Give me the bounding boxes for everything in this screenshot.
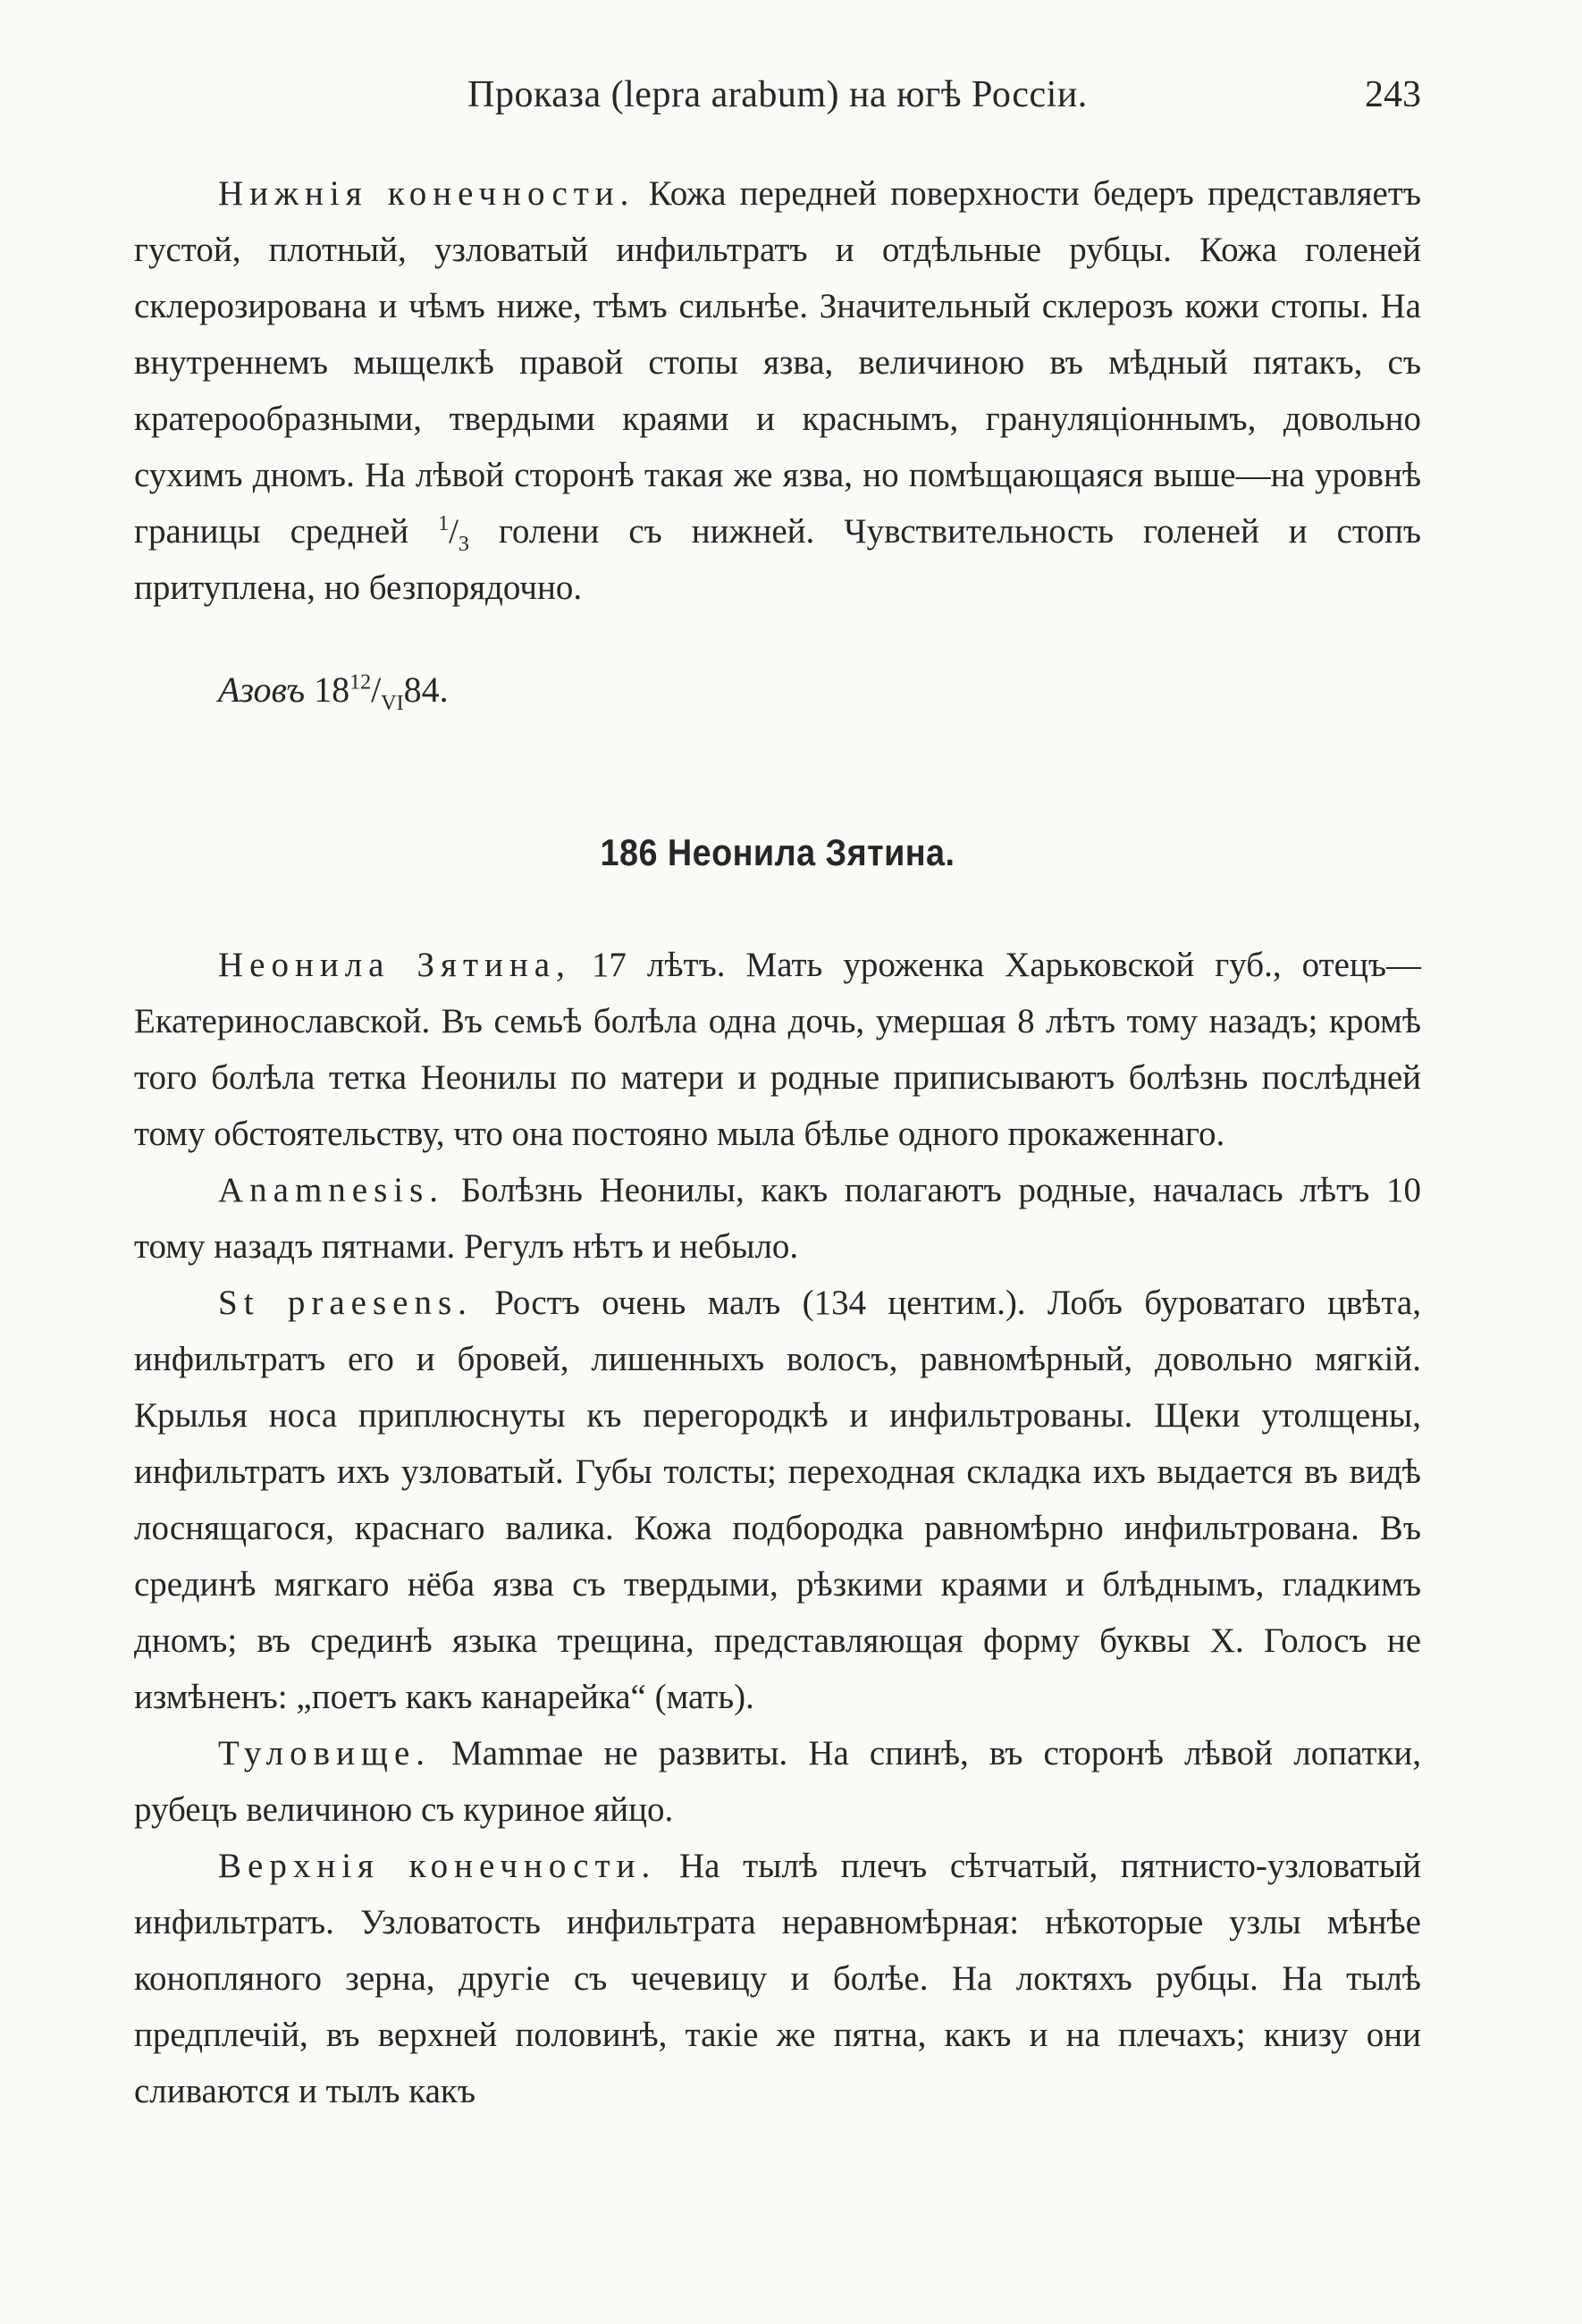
paragraph-text: Mammae не развиты. На спинѣ, въ сторонѣ лѣвой лопатки, рубецъ величиною съ куриное яйцо. xyxy=(134,1734,1421,1829)
paragraph-status-praesens xyxy=(134,1275,1421,1725)
case-text xyxy=(134,937,1421,2119)
paragraph-lead: Верхнія конечности. xyxy=(218,1847,657,1885)
running-header xyxy=(134,73,1421,127)
paragraph-anamnesis xyxy=(134,1162,1421,1275)
paragraph-lead: Нижнія конечности. xyxy=(218,174,635,213)
signature-date-sup: 12 xyxy=(349,670,372,695)
paragraph-lead: Anamnesis. xyxy=(218,1171,445,1209)
signature-date-sub: VI xyxy=(381,692,404,715)
paragraph-text: Ростъ очень малъ (134 центим.). Лобъ буроватаго цвѣта, инфильтратъ его и бровей, лишенныхъ волосъ, равномѣрный, довольно мягкій. Крылья носа приплюснуты къ перегородкѣ и инфильтрованы. Щеки утолщены, инфильтратъ ихъ узловатый. Губы толсты; переходная складка ихъ выдается въ видѣ лоснящагося, краснаго валика. Кожа подбородка равномѣрно инфильтрована. Въ срединѣ мягкаго нёба язва съ твердыми, рѣзкими краями и блѣднымъ, гладкимъ дномъ; въ срединѣ языка трещина, представляющая форму буквы Х. Голосъ не измѣненъ: „поетъ какъ канарейка“ (мать). xyxy=(134,1284,1421,1716)
paragraph-lead: Неонила Зятина, xyxy=(218,946,571,984)
signature-year: 84. xyxy=(403,669,449,710)
paragraph-text: 17 лѣтъ. Мать уроженка Харьковской губ., отецъ—Екатеринославской. Въ семьѣ болѣла одна дочь, умершая 8 лѣтъ тому назадъ; кромѣ того болѣла тетка Неонилы по матери и родные приписываютъ болѣзнь послѣдней тому обстоятельству, что она постояно мыла бѣлье одного прокаженнаго. xyxy=(134,946,1421,1153)
page-number: 243 xyxy=(1365,74,1421,115)
section-title: 186 Неонила Зятина. xyxy=(600,831,955,873)
paragraph-lead: Туловище. xyxy=(218,1734,432,1772)
paragraph-trunk xyxy=(134,1725,1421,1838)
paragraph-text: Болѣзнь Неонилы, какъ полагаютъ родные, началась лѣтъ 10 тому назадъ пятнами. Регулъ нѣтъ и небыло. xyxy=(134,1171,1421,1266)
signature-day: 18 xyxy=(314,669,350,710)
paragraph-text: На тылѣ плечъ сѣтчатый, пятнисто-узловатый инфильтратъ. Узловатость инфильтрата неравномѣрная: нѣкоторые узлы мѣнѣе конопляного зерна, другіе съ чечевицу и болѣе. На локтяхъ рубцы. На тылѣ предплечій, въ верхней половинѣ, такіе же пятна, какъ и на плечахъ; книзу они сливаются и тылъ какъ xyxy=(134,1847,1422,2110)
fraction-numerator: 1 xyxy=(438,512,450,535)
running-title: Проказа (lepra arabum) на югѣ Россіи. xyxy=(467,74,1088,115)
paragraph-intro xyxy=(134,937,1421,1162)
paragraph-lower-limbs: Нижнія конечности. Кожа передней поверхности бедеръ представляетъ густой, плотный, узловатый инфильтратъ и отдѣльные рубцы. Кожа голеней склерозирована и чѣмъ ниже, тѣмъ сильнѣе. Значительный склерозъ кожи стопы. На внутреннемъ мыщелкѣ правой стопы язва, величиною въ мѣдный пятакъ, съ кратерообразными, твердыми краями и краснымъ, грануляціоннымъ, довольно сухимъ дномъ. На лѣвой сторонѣ такая же язва, но помѣщающаяся выше—на уровнѣ границы средней $^1/_3$ голени съ нижней. Чувствительность голеней и стопъ притуплена, но безпорядочно. xyxy=(134,174,1421,607)
signature-date-slash: / xyxy=(371,669,382,710)
place-date-signature xyxy=(218,669,449,715)
paragraph-text-end: голени съ нижней. Чувствительность голеней и стопъ притуплена, но безпорядочно. xyxy=(134,512,1421,607)
paragraph-text: Кожа передней поверхности бедеръ представляетъ густой, плотный, узловатый инфильтратъ и отдѣльные рубцы. Кожа голеней склерозирована и чѣмъ ниже, тѣмъ сильнѣе. Значительный склерозъ кожи стопы. На внутреннемъ мыщелкѣ правой стопы язва, величиною въ мѣдный пятакъ, съ кратерообразными, твердыми краями и краснымъ, грануляціоннымъ, довольно сухимъ дномъ. На лѣвой сторонѣ такая же язва, но помѣщающаяся выше—на уровнѣ границы средней xyxy=(134,174,1421,551)
paragraph-lead: St praesens. xyxy=(218,1284,473,1322)
continued-case-text xyxy=(134,165,1421,616)
signature-place: Азовъ xyxy=(218,669,306,710)
paragraph-upper-limbs xyxy=(134,1838,1421,2119)
fraction-denominator: 3 xyxy=(458,532,469,556)
